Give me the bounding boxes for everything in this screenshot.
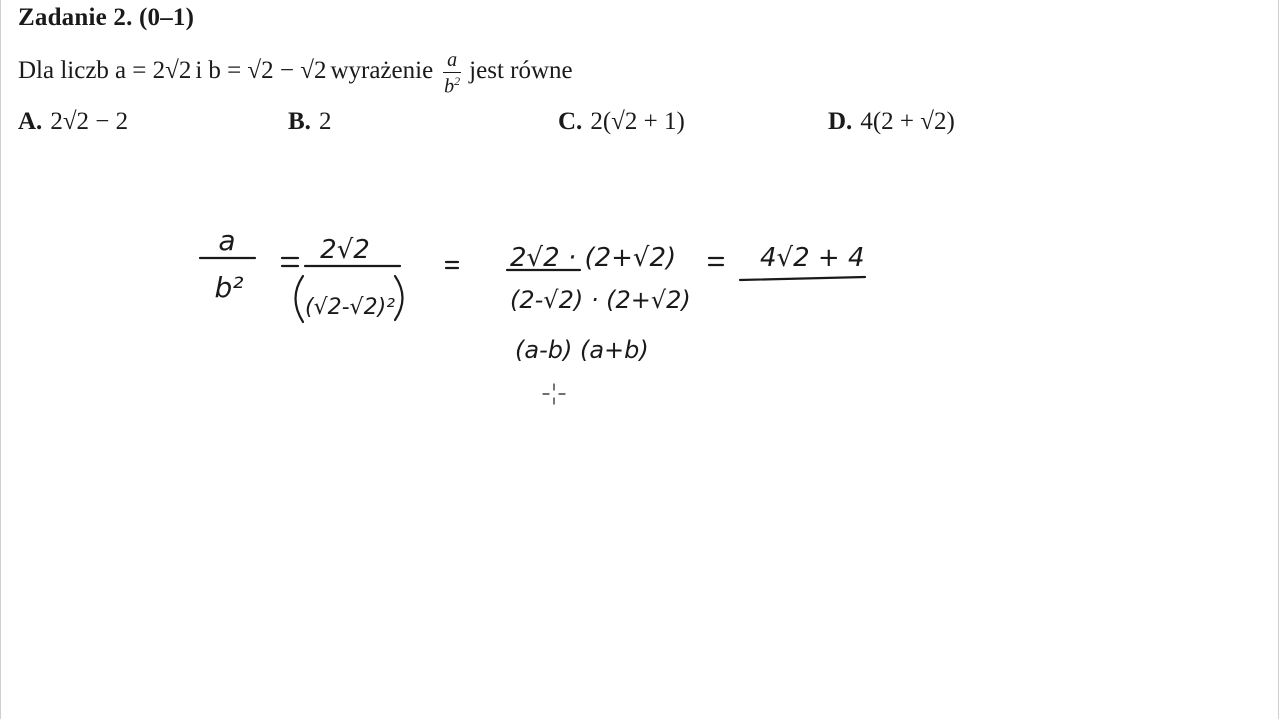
task-title: Zadanie 2. (0–1) bbox=[18, 4, 195, 31]
option-value: 4(2 + √2) bbox=[860, 108, 955, 135]
fraction-denominator-exponent: 2 bbox=[454, 74, 461, 88]
lhs-numerator: a bbox=[218, 224, 236, 257]
eq1-numerator: 2√2 bbox=[320, 235, 370, 265]
a-definition: a = 2√2 bbox=[114, 57, 192, 85]
option-letter: C. bbox=[558, 108, 583, 135]
question-conjunction: i bbox=[195, 57, 203, 85]
option-value: 2(√2 + 1) bbox=[590, 108, 685, 135]
question-suffix: jest równe bbox=[469, 57, 573, 85]
eq1-paren-right bbox=[395, 276, 403, 320]
fraction-denominator-base: b bbox=[444, 75, 455, 98]
lhs-denominator: b² bbox=[214, 271, 244, 304]
fraction-numerator: a bbox=[443, 50, 461, 73]
option-value: 2√2 − 2 bbox=[50, 108, 129, 135]
result-fraction-bar bbox=[740, 277, 865, 280]
eq2-difference-hint: (a-b) (a+b) bbox=[515, 336, 649, 364]
eq1-paren-left bbox=[296, 276, 304, 322]
option-letter: D. bbox=[828, 108, 853, 135]
eq2-numerator: 2√2 · (2+√2) bbox=[510, 243, 677, 273]
eq1-denominator: (√2-√2)² bbox=[305, 295, 395, 320]
eq2-denominator: (2-√2) · (2+√2) bbox=[510, 286, 691, 314]
option-letter: A. bbox=[18, 108, 43, 135]
question-prefix: Dla liczb bbox=[18, 57, 109, 85]
b-definition: b = √2 − √2 bbox=[208, 57, 327, 85]
question-middle: wyrażenie bbox=[330, 57, 434, 85]
result-numerator: 4√2 + 4 bbox=[760, 243, 865, 273]
option-letter: B. bbox=[288, 108, 311, 135]
option-value: 2 bbox=[318, 108, 332, 135]
